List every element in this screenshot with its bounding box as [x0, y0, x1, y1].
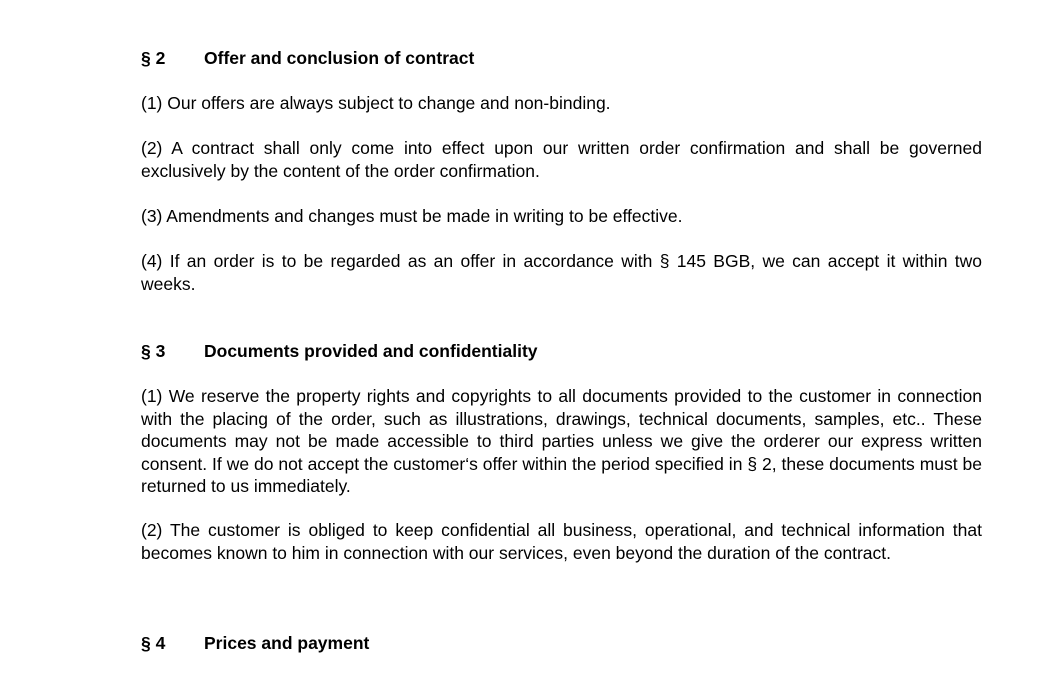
section-number: § 4 — [141, 633, 166, 653]
section-heading-2 — [141, 47, 474, 69]
paragraph: (4) If an order is to be regarded as an offer in accordance with § 145 BGB, we can accept it within two weeks. — [141, 251, 982, 294]
section-title: Offer and conclusion of contract — [204, 48, 475, 68]
paragraph: (2) A contract shall only come into effect upon our written order confirmation and shall be governed exclusively by the content of the order confirmation. — [141, 138, 982, 181]
paragraph: (3) Amendments and changes must be made in writing to be effective. — [141, 206, 683, 226]
paragraph: (1) We reserve the property rights and copyrights to all documents provided to the customer in connection with the placing of the order, such as illustrations, drawings, technical documents, samples, etc.. These documents may not be made accessible to third parties unless we give the orderer our express written consent. If we do not accept the customer‘s offer within the period specified in § 2, these documents must be returned to us immediately. — [141, 386, 982, 496]
section-heading-4 — [141, 632, 369, 654]
section-heading-3 — [141, 340, 538, 362]
section-number: § 3 — [141, 341, 166, 361]
section-title: Documents provided and confidentiality — [204, 341, 538, 361]
paragraph: (1) Our offers are always subject to change and non-binding. — [141, 93, 611, 113]
section-title: Prices and payment — [204, 633, 370, 653]
paragraph: (2) The customer is obliged to keep confidential all business, operational, and technical information that becomes known to him in connection with our services, even beyond the duration of the contract. — [141, 520, 982, 563]
section-number: § 2 — [141, 48, 166, 68]
